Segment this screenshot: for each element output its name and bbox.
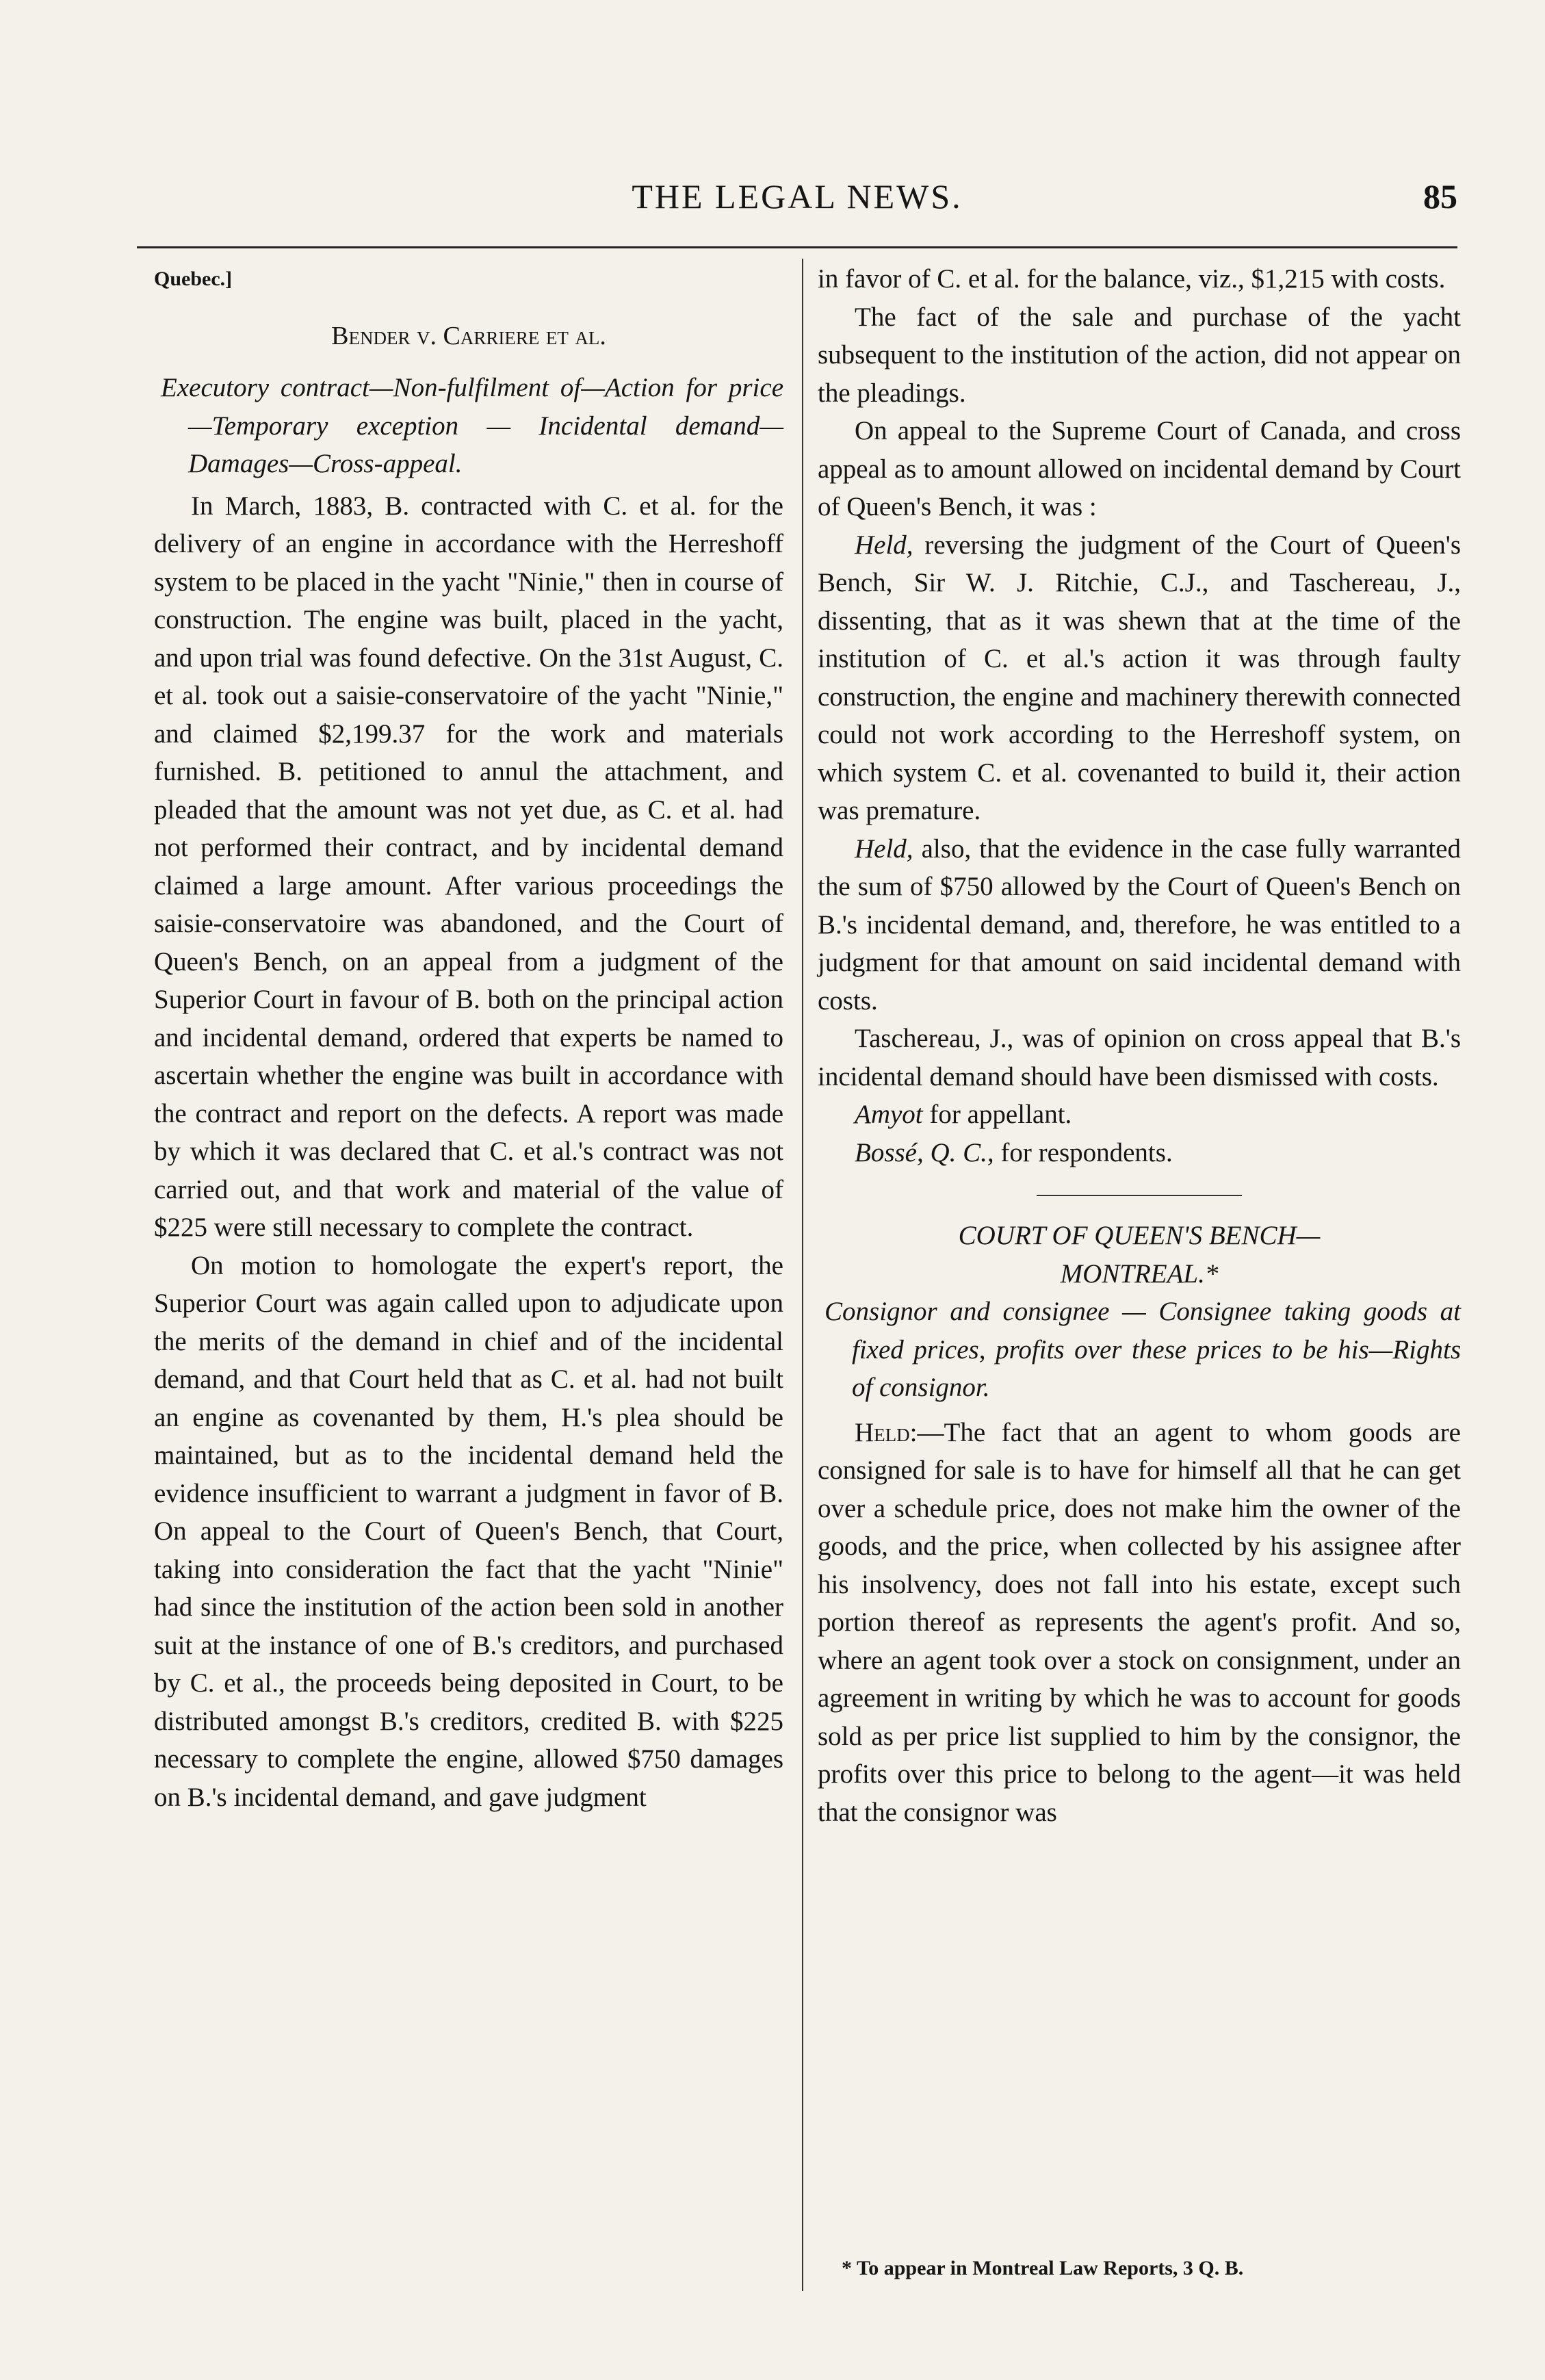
counsel-respondents-role: for respondents. bbox=[994, 1137, 1173, 1167]
case-title: Bender v. Carriere et al. bbox=[331, 321, 606, 350]
holding-1-text: reversing the judgment of the Court of Queen's Bench, Sir W. J. Ritchie, C.J., and Taschereau, J., dissenting, that as it was shewn that at the time of the institution of C. et al.'s action it was through faulty construction, the engine and machinery therewith connected could not work according to the Herreshoff system, on which system C. et al. covenanted to build it, their action was premature. bbox=[818, 530, 1461, 825]
section-title-line-2: MONTREAL.* bbox=[1060, 1258, 1219, 1289]
right-column bbox=[818, 260, 1461, 1831]
catchwords: Executory contract—Non-fulfilment of—Action for price—Temporary exception — Incidental demand—Damages—Cross-appeal. bbox=[161, 373, 783, 478]
header-rule bbox=[137, 246, 1457, 248]
footnote: * To appear in Montreal Law Reports, 3 Q. B. bbox=[842, 2257, 1244, 2279]
catchwords-2: Consignor and consignee — Consignee taking goods at fixed prices, profits over these prices to be his—Rights of consignor. bbox=[825, 1297, 1461, 1402]
court-label: Quebec.] bbox=[154, 268, 233, 290]
holding-2 bbox=[818, 830, 1461, 1020]
held-text: :—The fact that an agent to whom goods are consigned for sale is to have for himself all that he can get over a schedule price, does not make him the owner of the goods, and the price, when collected by his assignee after his insolvency, does not fall into his estate, except such portion thereof as represents the agent's profit. And so, where an agent took over a stock on consignment, under an agreement in writing by which he was to account for goods sold as per price list supplied to him by the consignor, the profits over this price to belong to the agent—it was held that the consignor was bbox=[818, 1417, 1461, 1827]
column-divider bbox=[802, 259, 803, 2291]
held-paragraph bbox=[818, 1414, 1461, 1832]
counsel-appellant-role: for appellant. bbox=[922, 1100, 1072, 1129]
counsel-appellant bbox=[818, 1096, 1461, 1134]
section-title-line-1: COURT OF QUEEN'S BENCH— bbox=[958, 1221, 1321, 1250]
held-lead: Held bbox=[855, 1417, 910, 1447]
counsel-respondents bbox=[818, 1134, 1461, 1172]
page-header bbox=[137, 177, 1457, 224]
holding-2-lead: Held, bbox=[855, 833, 913, 864]
holding-1-lead: Held, bbox=[855, 530, 913, 560]
counsel-respondents-name: Bossé, Q. C., bbox=[855, 1137, 994, 1167]
holding-2-text: also, that the evidence in the case fully warranted the sum of $750 allowed by the Court of Queen's Bench on B.'s incidental demand, and, therefore, he was entitled to a judgment for that amount on said incidental demand with costs. bbox=[818, 833, 1461, 1016]
dissent-paragraph: Taschereau, J., was of opinion on cross appeal that B.'s incidental demand should have been dismissed with costs. bbox=[818, 1024, 1461, 1091]
section-rule bbox=[1037, 1195, 1242, 1196]
page-number: 85 bbox=[1423, 177, 1457, 216]
left-column bbox=[154, 260, 783, 1816]
facts-paragraph-2: On motion to homologate the expert's report, the Superior Court was again called upon to adjudicate upon the merits of the demand in chief and of the incidental demand, and that Court held that as C. et al. had not built an engine as covenanted by them, H.'s plea should be maintained, but as to the incidental demand held the evidence insufficient to warrant a judgment in favor of B. On appeal to the Court of Queen's Bench, that Court, taking into consideration the fact that the yacht "Ninie" had since the institution of the action been sold in another suit at the instance of one of B.'s creditors, and purchased by C. et al., the proceeds being deposited in Court, to be distributed amongst B.'s creditors, credited B. with $225 necessary to complete the engine, allowed $750 damages on B.'s incidental demand, and gave judgment bbox=[154, 1250, 783, 1812]
sale-fact-paragraph: The fact of the sale and purchase of the yacht subsequent to the institution of the action, did not appear on the pleadings. bbox=[818, 302, 1461, 408]
appeal-paragraph: On appeal to the Supreme Court of Canada, and cross appeal as to amount allowed on incidental demand by Court of Queen's Bench, it was : bbox=[818, 416, 1461, 521]
continued-paragraph: in favor of C. et al. for the balance, viz., $1,215 with costs. bbox=[818, 264, 1446, 294]
holding-1 bbox=[818, 526, 1461, 830]
counsel-appellant-name: Amyot bbox=[855, 1100, 923, 1129]
facts-paragraph-1: In March, 1883, B. contracted with C. et al. for the delivery of an engine in accordance with the Herreshoff system to be placed in the yacht "Ninie," then in course of construction. The engine was built, placed in the yacht, and upon trial was found defective. On the 31st August, C. et al. took out a saisie-conservatoire of the yacht "Ninie," and claimed $2,199.37 for the work and materials furnished. B. petitioned to annul the attachment, and pleaded that the amount was not yet due, as C. et al. had not performed their contract, and by incidental demand claimed a large amount. After various proceedings the saisie-conservatoire was abandoned, and the Court of Queen's Bench, on an appeal from a judgment of the Superior Court in favour of B. both on the principal action and incidental demand, ordered that experts be named to ascertain whether the engine was built in accordance with the contract and report on the defects. A report was made by which it was declared that C. et al.'s contract was not carried out, and that work and material of the value of $225 were still necessary to complete the contract. bbox=[154, 491, 783, 1242]
running-title: THE LEGAL NEWS. bbox=[632, 177, 963, 216]
